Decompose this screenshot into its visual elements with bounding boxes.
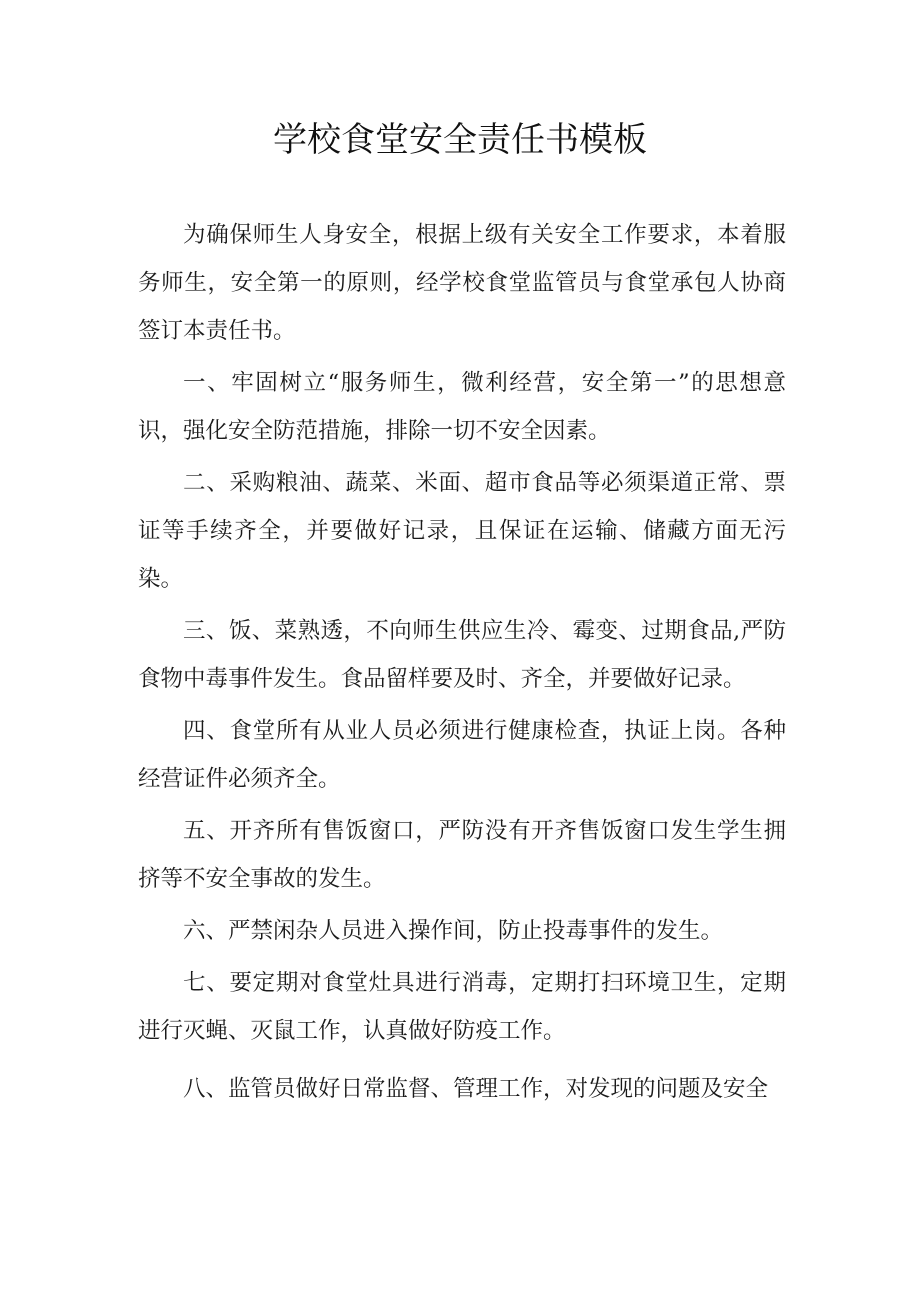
paragraph-clause-5: 五、开齐所有售饭窗口，严防没有开齐售饭窗口发生学生拥挤等不安全事故的发生。	[138, 818, 786, 892]
paragraph-clause-4: 四、食堂所有从业人员必须进行健康检查，执证上岗。各种经营证件必须齐全。	[138, 718, 786, 792]
paragraph-clause-2: 二、采购粮油、蔬菜、米面、超市食品等必须渠道正常、票证等手续齐全，并要做好记录，且保证在运输、储藏方面无污染。	[138, 470, 786, 592]
paragraph-clause-7: 七、要定期对食堂灶具进行消毒，定期打扫环境卫生，定期进行灭蝇、灭鼠工作，认真做好防疫工作。	[138, 970, 786, 1044]
paragraph-clause-1: 一、牢固树立“服务师生，微利经营，安全第一”的思想意识，强化安全防范措施，排除一切不安全因素。	[138, 370, 786, 444]
paragraph-intro: 为确保师生人身安全，根据上级有关安全工作要求，本着服务师生，安全第一的原则，经学校食堂监管员与食堂承包人协商签订本责任书。	[138, 222, 786, 344]
paragraph-clause-8: 八、监管员做好日常监督、管理工作，对发现的问题及安全	[183, 1076, 769, 1102]
paragraph-clause-3: 三、饭、菜熟透，不向师生供应生冷、霉变、过期食品,严防食物中毒事件发生。食品留样要及时、齐全，并要做好记录。	[138, 618, 786, 692]
document-title: 学校食堂安全责任书模板	[273, 120, 647, 160]
paragraph-clause-6: 六、严禁闲杂人员进入操作间，防止投毒事件的发生。	[183, 918, 724, 944]
document-body	[138, 211, 786, 1117]
